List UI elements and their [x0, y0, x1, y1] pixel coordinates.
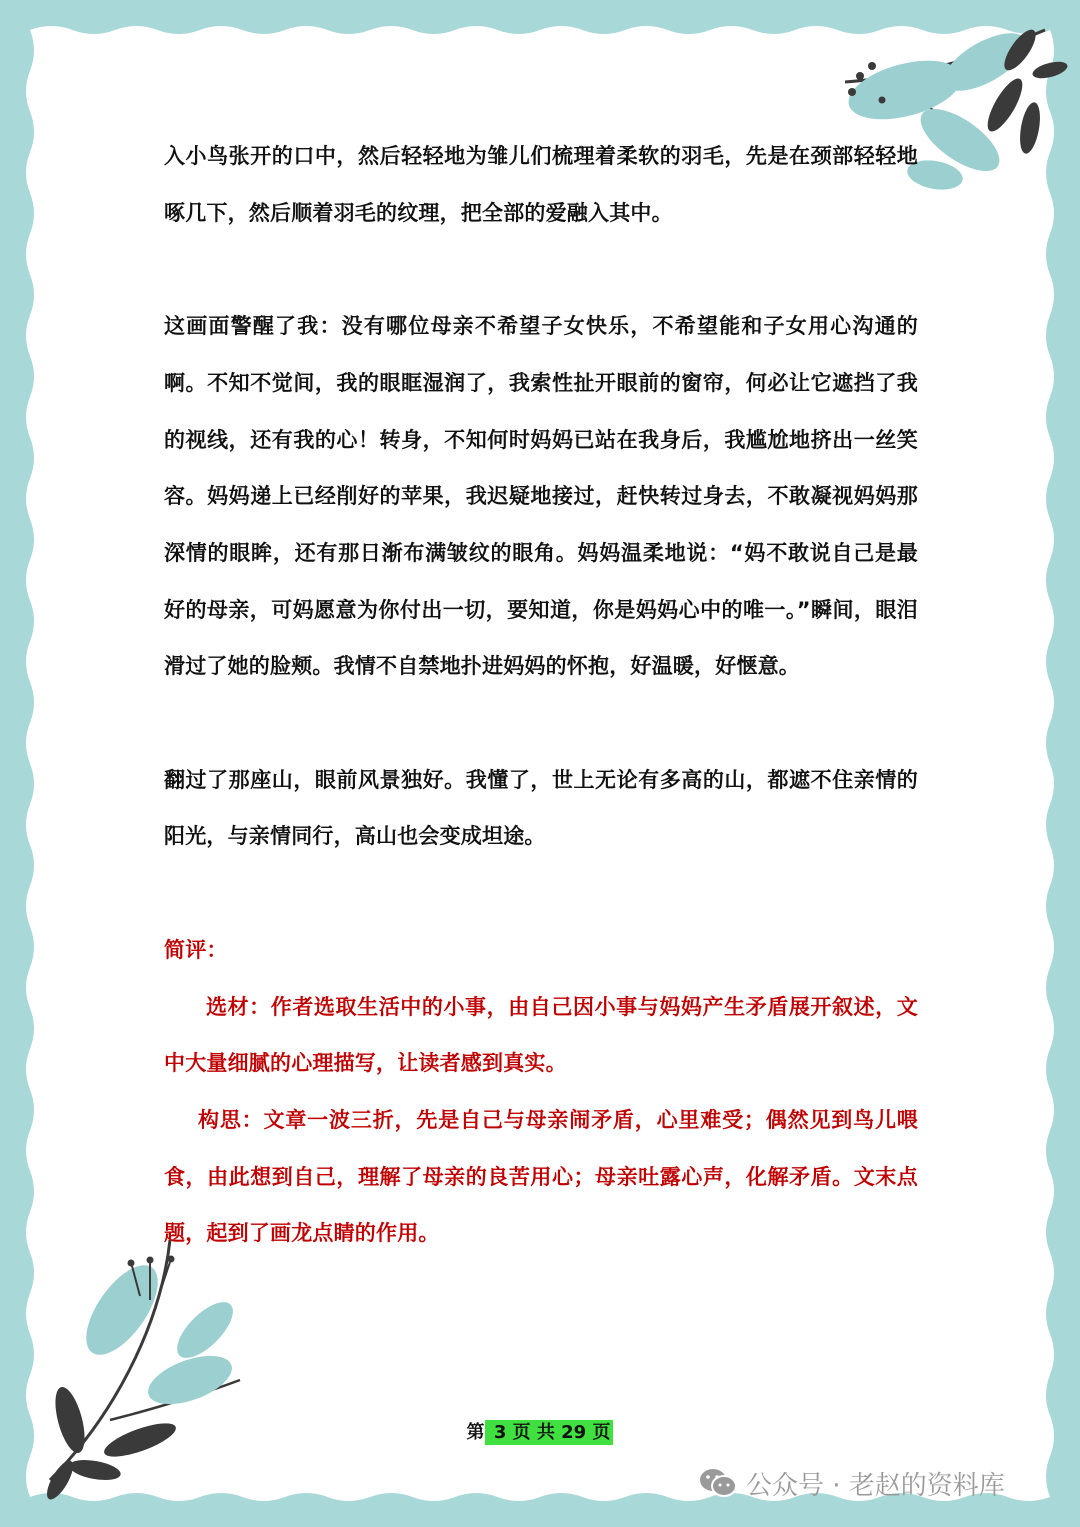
paragraph-gap — [164, 865, 918, 922]
page-number-prefix: 第 — [466, 1422, 485, 1443]
paragraph-gap — [164, 241, 918, 298]
paragraph-1: 入小鸟张开的口中，然后轻轻地为雏儿们梳理着柔软的羽毛，先是在颈部轻轻地啄几下，然后顺着羽毛的纹理，把全部的爱融入其中。 — [164, 144, 918, 225]
review-selection: 选材：作者选取生活中的小事，由自己因小事与妈妈产生矛盾展开叙述，文中大量细腻的心理描写，让读者感到真实。 — [164, 994, 918, 1076]
watermark-text: 公众号 · 老赵的资料库 — [746, 1470, 1005, 1501]
paragraph-3: 翻过了那座山，眼前风景独好。我懂了，世上无论有多高的山，都遮不住亲情的阳光，与亲情同行，高山也会变成坦途。 — [164, 767, 918, 849]
paragraph-gap — [164, 695, 918, 752]
page-footer — [0, 1418, 1080, 1444]
wechat-icon — [698, 1466, 738, 1500]
watermark — [698, 1460, 1005, 1506]
paragraph-2: 这画面警醒了我：没有哪位母亲不希望子女快乐，不希望能和子女用心沟通的啊。不知不觉间，我的眼眶湿润了，我索性扯开眼前的窗帘，何必让它遮挡了我的视线，还有我的心！转身，不知何时妈妈已站在我身后，我尴尬地挤出一丝笑容。妈妈递上已经削好的苹果，我迟疑地接过，赶快转过身去，不敢凝视妈妈那深情的眼眸，还有那日渐布满皱纹的眼角。妈妈温柔地说：“妈不敢说自己是最好的母亲，可妈愿意为你付出一切，要知道，你是妈妈心中的唯一。”瞬间，眼泪滑过了她的脸颊。我情不自禁地扑进妈妈的怀抱，好温暖，好惬意。 — [164, 314, 918, 679]
article-body — [164, 128, 918, 1262]
review-structure: 构思：文章一波三折，先是自己与母亲闹矛盾，心里难受；偶然见到鸟儿喂食，由此想到自己，理解了母亲的良苦用心；母亲吐露心声，化解矛盾。文末点题，起到了画龙点睛的作用。 — [164, 1107, 918, 1246]
review-heading: 简评： — [164, 937, 228, 962]
page-number-highlight: 3 页 共 29 页 — [485, 1420, 614, 1445]
